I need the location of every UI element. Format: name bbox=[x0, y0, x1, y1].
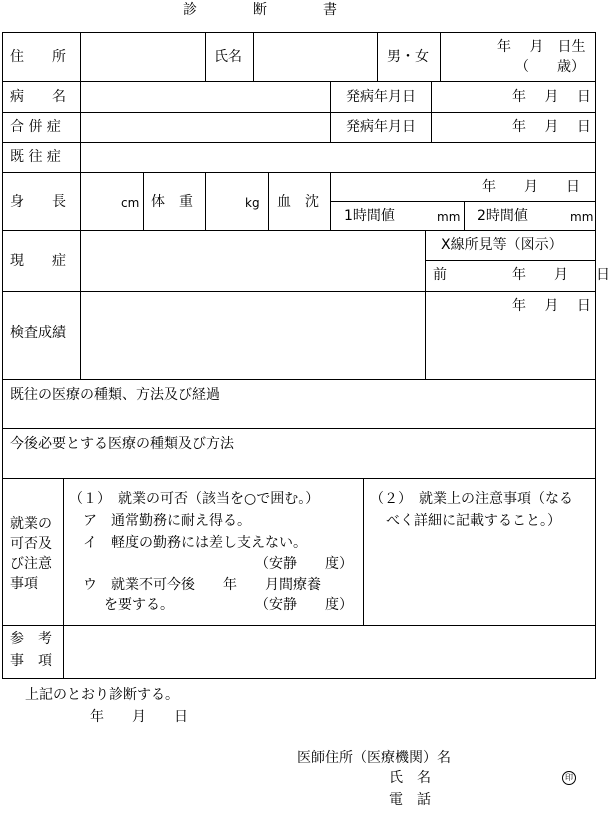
xray-label: X線所見等（図示） bbox=[441, 237, 563, 253]
row-divider bbox=[2, 172, 596, 173]
esr-date: 年 月 日 bbox=[482, 179, 580, 195]
row-divider bbox=[2, 379, 596, 380]
complication-label: 合 併 症 bbox=[10, 119, 61, 135]
col-divider bbox=[431, 81, 432, 143]
work-label: 可否及 bbox=[10, 536, 52, 552]
xray-before-label: 前 bbox=[433, 267, 447, 283]
table-border-right bbox=[595, 32, 596, 678]
col-divider bbox=[80, 32, 81, 173]
cm-unit: cm bbox=[121, 196, 140, 210]
col-divider bbox=[143, 172, 144, 231]
remarks-label: 事 項 bbox=[10, 653, 52, 669]
col-divider bbox=[80, 230, 81, 380]
history-label: 既 往 症 bbox=[10, 149, 61, 165]
work-item: を要する。 bbox=[104, 597, 174, 613]
table-border-bottom bbox=[2, 678, 596, 679]
row-divider bbox=[2, 625, 596, 626]
work-notes: （２） 就業上の注意事項（なる bbox=[370, 491, 573, 507]
col-divider bbox=[330, 172, 331, 231]
table-border-top bbox=[2, 32, 596, 33]
esr-label: 血 沈 bbox=[277, 194, 319, 210]
work-notes: べく詳細に記載すること。） bbox=[386, 513, 561, 529]
col-divider bbox=[377, 32, 378, 82]
page-title: 診 断 書 bbox=[183, 2, 337, 18]
col-divider bbox=[268, 172, 269, 231]
declaration: 上記のとおり診断する。 bbox=[25, 687, 179, 703]
kg-unit: kg bbox=[245, 196, 260, 210]
row-divider bbox=[2, 230, 596, 231]
age-label: （ 歳） bbox=[515, 59, 585, 75]
col-divider bbox=[464, 201, 465, 231]
work-item: ウ 就業不可今後 年 月間療養 bbox=[69, 577, 321, 593]
xray-date: 年 月 日 bbox=[512, 267, 610, 283]
row-divider bbox=[2, 428, 596, 429]
col-divider bbox=[205, 172, 206, 231]
row-divider bbox=[2, 81, 596, 82]
table-border-left bbox=[2, 32, 3, 678]
esr-1h-label: 1時間値 bbox=[344, 208, 395, 224]
seal-icon: 印 bbox=[562, 771, 576, 785]
onset-date: 年 月 日 bbox=[512, 89, 591, 105]
work-item: ア 通常勤務に耐え得る。 bbox=[69, 513, 251, 529]
row-divider bbox=[2, 142, 596, 143]
row-divider bbox=[2, 112, 596, 113]
exam-date: 年 月 日 bbox=[512, 298, 591, 314]
remarks-label: 参 考 bbox=[10, 631, 52, 647]
birth-date-label: 年 月 日生 bbox=[497, 39, 586, 55]
doctor-name-label: 氏 名 bbox=[389, 770, 431, 786]
row-divider bbox=[2, 478, 596, 479]
past-treatment-label: 既往の医療の種類、方法及び経過 bbox=[10, 387, 220, 403]
col-divider bbox=[363, 478, 364, 626]
row-divider bbox=[2, 291, 596, 292]
esr-2h-label: 2時間値 bbox=[477, 208, 528, 224]
onset-date: 年 月 日 bbox=[512, 119, 591, 135]
work-label: 就業の bbox=[10, 516, 52, 532]
col-divider bbox=[440, 32, 441, 82]
work-label: び注意 bbox=[10, 556, 52, 572]
col-divider bbox=[63, 478, 64, 678]
future-treatment-label: 今後必要とする医療の種類及び方法 bbox=[10, 436, 234, 452]
mm-unit: mm bbox=[570, 210, 594, 224]
work-item: （安静 度） bbox=[255, 556, 353, 572]
declaration-date: 年 月 日 bbox=[90, 709, 188, 725]
mm-unit: mm bbox=[437, 210, 461, 224]
phone-label: 電 話 bbox=[389, 792, 431, 808]
name-label: 氏名 bbox=[214, 49, 242, 65]
work-label: 事項 bbox=[10, 576, 38, 592]
onset-label: 発病年月日 bbox=[346, 119, 416, 135]
doctor-address-label: 医師住所（医療機関）名 bbox=[297, 750, 451, 766]
symptoms-label: 現 症 bbox=[10, 253, 66, 269]
col-divider bbox=[205, 32, 206, 82]
height-label: 身 長 bbox=[10, 194, 66, 210]
col-divider bbox=[253, 32, 254, 82]
weight-label: 体 重 bbox=[151, 194, 193, 210]
work-item: イ 軽度の勤務には差し支えない。 bbox=[69, 535, 307, 551]
row-divider bbox=[330, 201, 596, 202]
exam-label: 検査成績 bbox=[10, 325, 66, 341]
work-item: （１） 就業の可否（該当を○で囲む。） bbox=[69, 491, 320, 507]
work-item: （安静 度） bbox=[255, 597, 353, 613]
sex-label: 男・女 bbox=[387, 49, 429, 65]
disease-label: 病 名 bbox=[10, 89, 66, 105]
col-divider bbox=[80, 172, 81, 231]
address-label: 住 所 bbox=[10, 49, 66, 65]
onset-label: 発病年月日 bbox=[346, 89, 416, 105]
row-divider bbox=[425, 260, 596, 261]
col-divider bbox=[330, 81, 331, 143]
col-divider bbox=[425, 230, 426, 380]
